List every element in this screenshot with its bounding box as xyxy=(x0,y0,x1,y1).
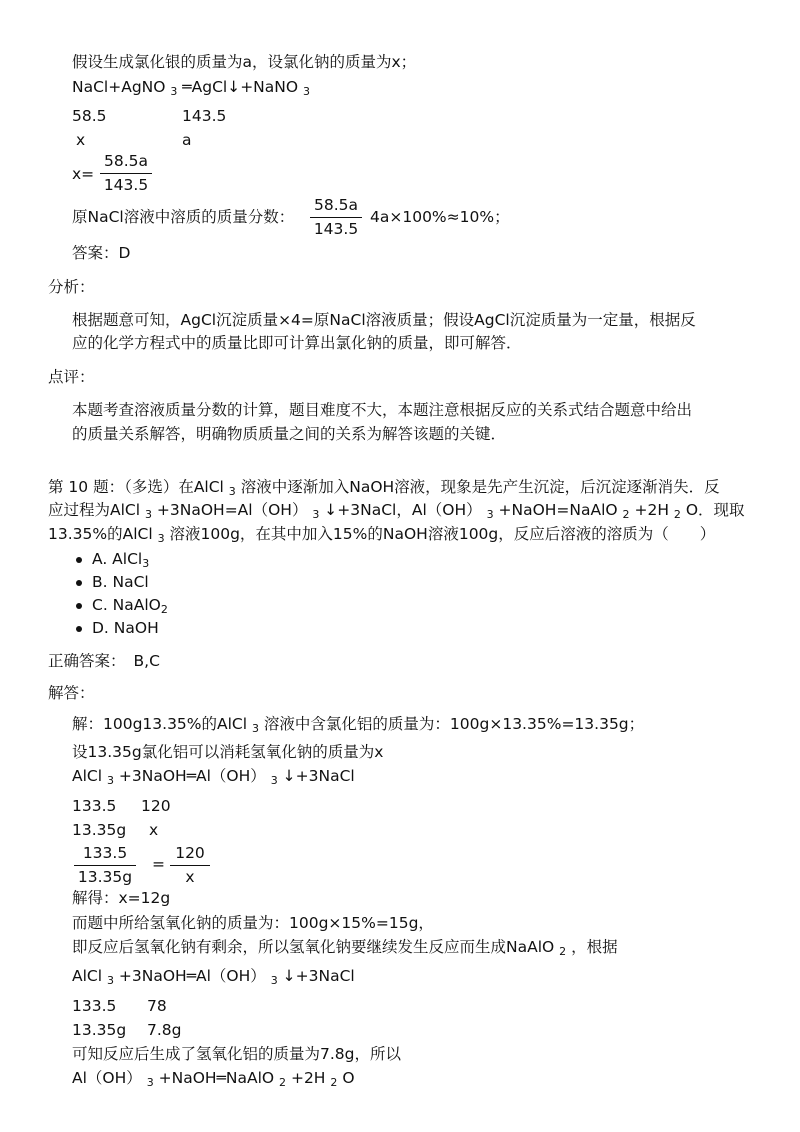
reaction-equation: NaCl+AgNO $_3$ ═AgCl↓+NaNO $_3$ xyxy=(72,78,310,98)
question-line: 第 10 题：（多选）在AlCl $_3$ 溶液中逐渐加入NaOH溶液，现象是先产生沉淀，后沉淀逐渐消失．反 xyxy=(48,478,720,498)
reaction-equation: AlCl $_3$ +3NaOH═Al（OH） $_3$ ↓+3NaCl xyxy=(72,967,355,987)
analysis-heading: 分析： xyxy=(48,278,95,296)
comment-heading: 点评： xyxy=(48,368,95,386)
equals-sign: = xyxy=(152,855,165,873)
bullet-icon xyxy=(76,580,82,586)
reaction-equation: Al（OH） $_3$ +NaOH═NaAlO $_2$ +2H $_2$ O xyxy=(72,1069,355,1089)
solution-line: 解：100g13.35%的AlCl $_3$ 溶液中含氯化铝的质量为：100g×13.35%=13.35g； xyxy=(72,715,645,735)
analysis-line: 根据题意可知，AgCl沉淀质量×4=原NaCl溶液质量；假设AgCl沉淀质量为一定量，根据反 xyxy=(72,311,696,329)
x-fraction: $\frac{58.5a}{143.5}$ xyxy=(100,151,152,195)
bullet-icon xyxy=(76,603,82,609)
solution-line: 而题中所给氢氧化钠的质量为：100g×15%=15g， xyxy=(72,914,434,932)
variable-label: x xyxy=(76,131,86,149)
mass-fraction-result: 4a×100%≈10%； xyxy=(370,208,510,226)
option-c: C. NaAlO$_2$ xyxy=(92,596,168,616)
solution-line: 即反应后氢氧化钠有剩余，所以氢氧化钠要继续发生反应而生成NaAlO $_2$ ，根据 xyxy=(72,938,618,958)
solution-line: 解得：x=12g xyxy=(72,889,171,907)
x-equals-label: x= xyxy=(72,165,95,183)
solution-line: 设13.35g氯化铝可以消耗氢氧化钠的质量为x xyxy=(72,743,384,761)
variable-label: x xyxy=(149,821,159,839)
option-b: B. NaCl xyxy=(92,573,149,591)
correct-answer: 正确答案： B,C xyxy=(48,652,160,670)
mass-fraction: $\frac{58.5a}{143.5}$ xyxy=(310,195,362,239)
bullet-icon xyxy=(76,626,82,632)
answer-text: 答案：D xyxy=(72,244,131,262)
solution-line: 可知反应后生成了氢氧化铝的质量为7.8g，所以 xyxy=(72,1045,401,1063)
option-a: A. AlCl$_3$ xyxy=(92,550,150,570)
mass-value: 133.5 xyxy=(72,797,117,815)
variable-label: a xyxy=(182,131,192,149)
variable-label: 13.35g xyxy=(72,1021,127,1039)
question-line: 应过程为AlCl $_3$ +3NaOH=Al（OH） $_3$ ↓+3NaCl，Al（OH） $_3$ +NaOH=NaAlO $_2$ +2H $_2$ O．现取 xyxy=(48,501,745,521)
mass-value: 58.5 xyxy=(72,107,107,125)
variable-label: 7.8g xyxy=(147,1021,182,1039)
reaction-equation: AlCl $_3$ +3NaOH═Al（OH） $_3$ ↓+3NaCl xyxy=(72,767,355,787)
comment-line: 的质量关系解答，明确物质质量之间的关系为解答该题的关键． xyxy=(72,425,507,443)
analysis-line: 应的化学方程式中的质量比即可计算出氯化钠的质量，即可解答． xyxy=(72,334,522,352)
comment-line: 本题考查溶液质量分数的计算，题目难度不大，本题注意根据反应的关系式结合题意中给出 xyxy=(72,401,693,419)
mass-value: 133.5 xyxy=(72,997,117,1015)
mass-value: 120 xyxy=(141,797,171,815)
mass-value: 143.5 xyxy=(182,107,227,125)
proportion-right-fraction: $\frac{120}{x}$ xyxy=(170,843,210,887)
proportion-left-fraction: $\frac{133.5}{13.35g}$ xyxy=(74,843,136,887)
option-d: D. NaOH xyxy=(92,619,159,637)
question-line: 13.35%的AlCl $_3$ 溶液100g，在其中加入15%的NaOH溶液100g，反应后溶液的溶质为（ ） xyxy=(48,525,716,545)
solution-heading: 解答： xyxy=(48,684,95,702)
bullet-icon xyxy=(76,557,82,563)
variable-label: 13.35g xyxy=(72,821,127,839)
mass-value: 78 xyxy=(147,997,167,1015)
assumption-text: 假设生成氯化银的质量为a，设氯化钠的质量为x； xyxy=(72,53,417,71)
mass-fraction-label: 原NaCl溶液中溶质的质量分数： xyxy=(72,208,295,226)
